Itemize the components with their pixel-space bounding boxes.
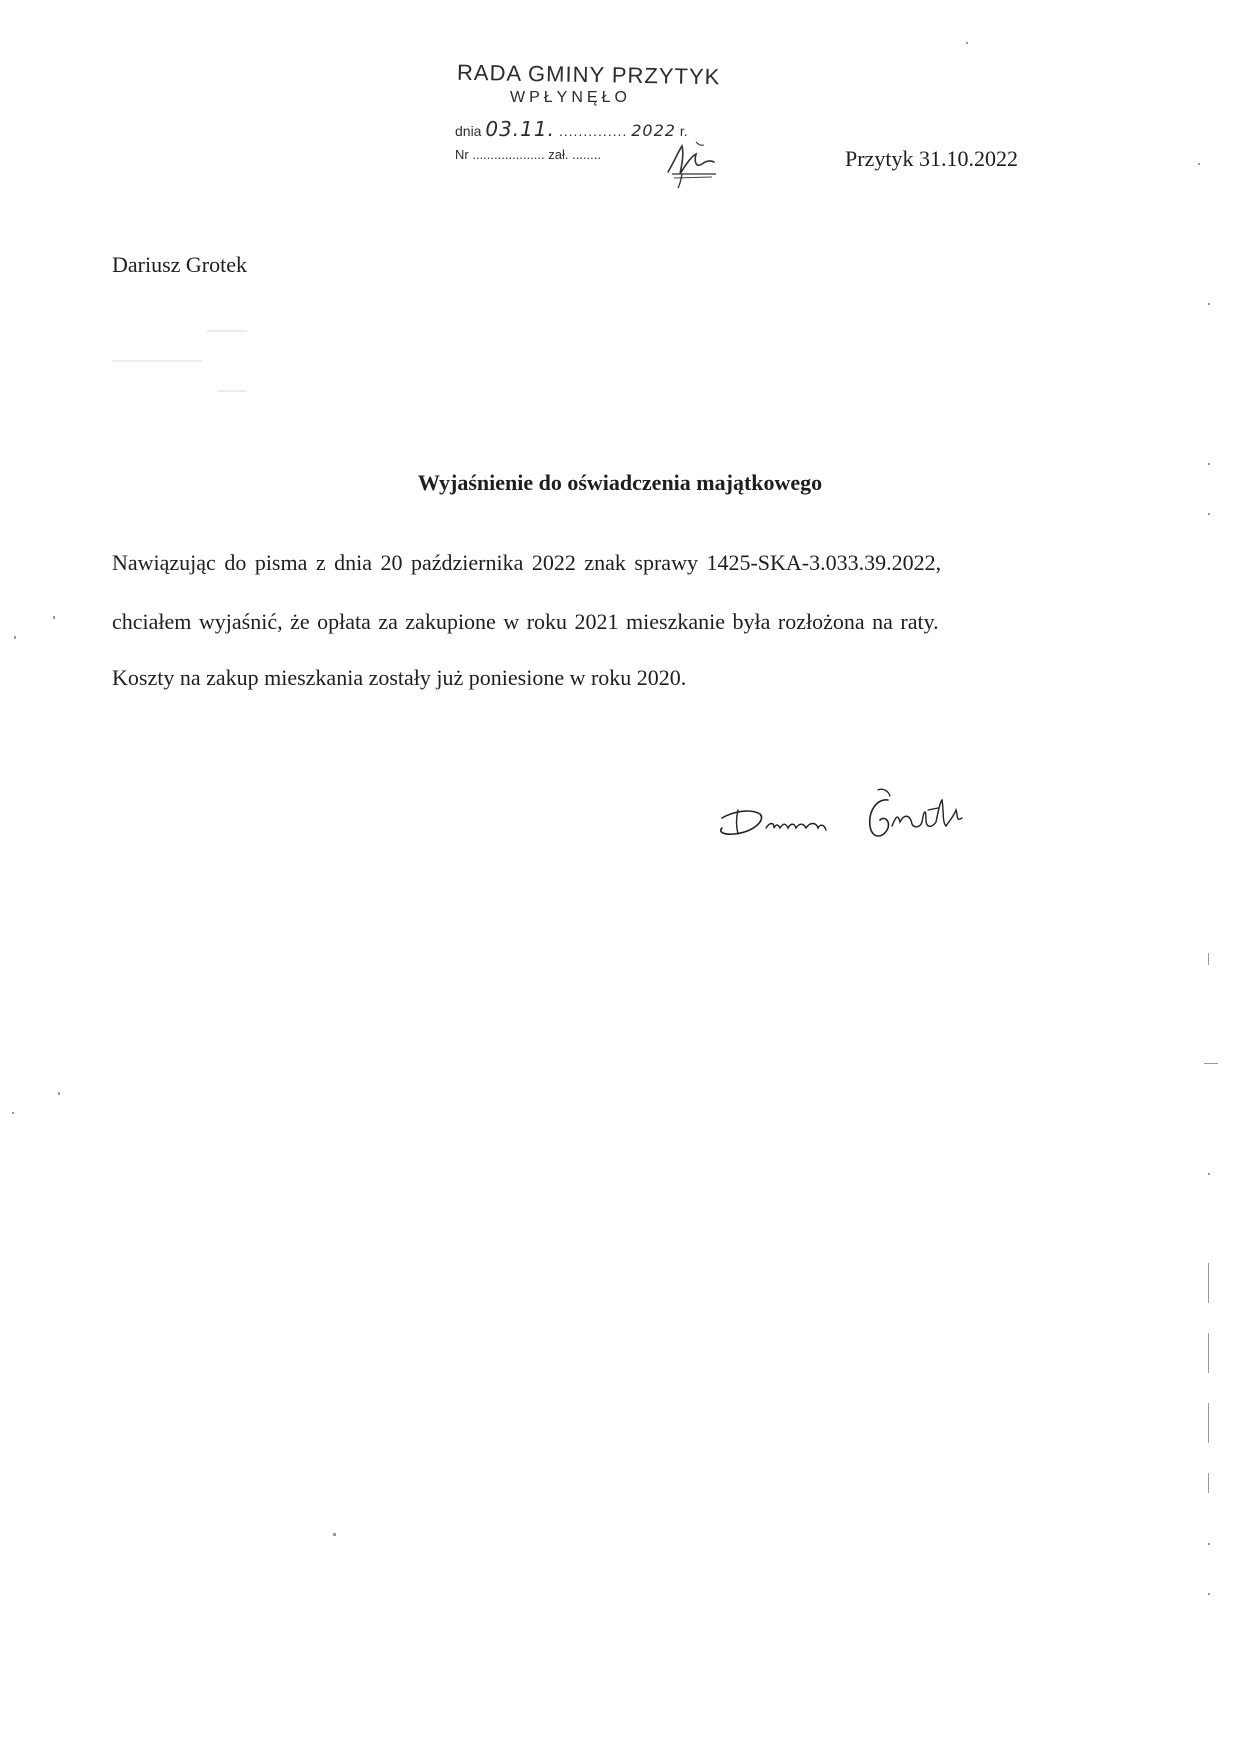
- scan-speck: [1208, 303, 1210, 305]
- stamp-title: RADA GMINY PRZYTYK: [456, 59, 721, 90]
- scan-speck: [1208, 1173, 1210, 1175]
- scan-speck: [1208, 1403, 1209, 1443]
- scan-speck: [53, 616, 55, 619]
- scan-speck: [1198, 163, 1200, 165]
- sender-name: Dariusz Grotek: [112, 252, 248, 277]
- stamp-date-prefix: dnia: [455, 123, 482, 139]
- scan-speck: [333, 1533, 336, 1536]
- scan-speck: [14, 636, 16, 639]
- scan-speck: [966, 42, 968, 44]
- stamp-date-row: [455, 117, 688, 141]
- scan-speck: [1204, 1063, 1218, 1064]
- scan-speck: [1208, 463, 1210, 465]
- stamp-year-suffix: r.: [679, 123, 688, 139]
- stamp-year-handwritten: 2022: [631, 121, 676, 140]
- scan-speck: [12, 1112, 14, 1114]
- scan-speck: [1208, 1263, 1209, 1303]
- redaction-trace: [217, 390, 247, 392]
- stamp-subtitle: WPŁYNĘŁO: [510, 89, 631, 106]
- redaction-trace: [207, 330, 247, 332]
- handwritten-signature: [700, 770, 1020, 850]
- stamp-attachments-dots: ........: [572, 147, 601, 162]
- document-title: Wyjaśnienie do oświadczenia majątkowego: [417, 470, 823, 495]
- scan-speck: [1208, 1593, 1210, 1595]
- received-stamp: [455, 59, 730, 182]
- stamp-date-dots: ..............: [558, 123, 628, 139]
- scan-speck: [1208, 953, 1209, 965]
- stamp-attachments-prefix: zał.: [548, 147, 569, 162]
- redacted-address: [112, 310, 262, 400]
- stamp-nr-prefix: Nr: [455, 147, 469, 162]
- stamp-date-handwritten: 03.11.: [485, 117, 555, 141]
- stamp-nr-dots: ....................: [472, 147, 545, 162]
- scan-speck: [1208, 513, 1210, 515]
- scan-speck: [58, 1092, 60, 1095]
- redaction-trace: [112, 360, 202, 362]
- scan-speck: [1208, 1333, 1209, 1373]
- scan-speck: [1208, 1473, 1209, 1493]
- stamp-number-row: [455, 147, 601, 162]
- body-line: chciałem wyjaśnić, że opłata za zakupione w roku 2021 mieszkanie była rozłożona na raty.: [112, 609, 939, 634]
- body-line: Koszty na zakup mieszkania zostały już poniesione w roku 2020.: [112, 665, 687, 690]
- place-and-date: Przytyk 31.10.2022: [845, 146, 1018, 171]
- scan-speck: [1208, 1543, 1210, 1545]
- stamp-initials-scribble: [660, 134, 720, 189]
- body-line: Nawiązując do pisma z dnia 20 października 2022 znak sprawy 1425-SKA-3.033.39.2022,: [112, 550, 942, 575]
